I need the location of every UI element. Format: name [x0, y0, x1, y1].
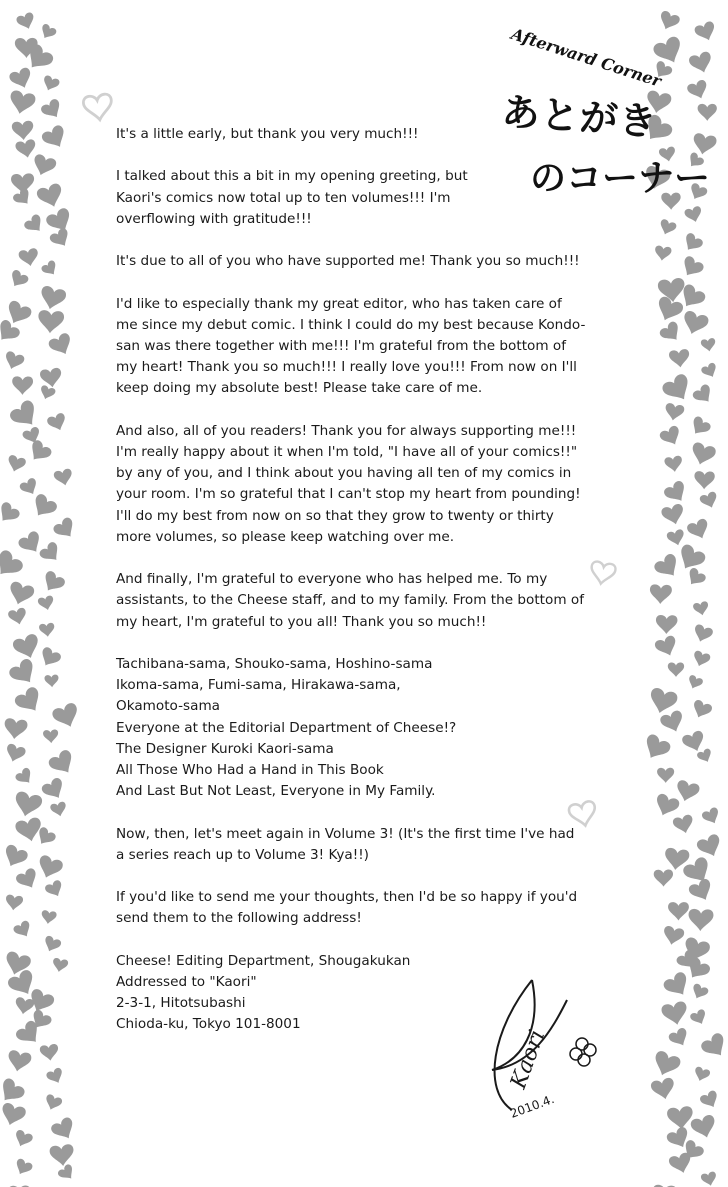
- heart-icon: [44, 674, 59, 687]
- heart-icon: [0, 500, 21, 526]
- heart-icon: [51, 702, 83, 732]
- heart-icon: [5, 454, 26, 474]
- address-line: Cheese! Editing Department, Shougakukan: [116, 952, 411, 969]
- heart-icon: [43, 729, 59, 743]
- heart-icon: [688, 415, 713, 439]
- heart-icon: [691, 623, 714, 644]
- address-line: Addressed to "Kaori": [116, 973, 257, 990]
- heart-icon: [656, 615, 678, 634]
- heart-icon: [35, 182, 65, 211]
- heart-icon: [13, 1158, 34, 1178]
- heart-icon: [14, 767, 36, 788]
- heart-icon: [42, 935, 63, 955]
- heart-icon: [680, 310, 710, 338]
- heart-icon: [51, 957, 68, 973]
- heart-icon: [25, 438, 53, 466]
- heart-icon: [38, 540, 64, 566]
- thanks-line: Tachibana-sama, Shouko-sama, Hoshino-sama: [116, 655, 433, 672]
- heart-icon: [30, 153, 57, 179]
- letter-paragraph: It's a little early, but thank you very much!!!: [116, 126, 419, 142]
- heart-icon: [701, 806, 723, 827]
- heart-icon: [0, 1102, 27, 1129]
- thanks-line: Everyone at the Editorial Department of Cheese!?: [116, 719, 457, 736]
- heart-icon: [659, 709, 687, 735]
- heart-icon: [4, 743, 27, 765]
- heart-icon: [658, 320, 684, 346]
- heart-icon: [46, 412, 69, 434]
- heart-icon: [657, 768, 674, 783]
- heart-icon: [690, 699, 714, 721]
- heart-icon: [657, 218, 677, 237]
- title-japanese-line1: あとがき: [500, 89, 660, 145]
- heart-icon: [699, 1031, 728, 1062]
- heart-icon: [669, 349, 691, 369]
- heart-icon: [678, 255, 705, 281]
- closing-paragraph: Now, then, let's meet again in Volume 3! (It's the first time I've had a series reach up to Volume 3! Kya!!): [116, 825, 575, 863]
- heart-icon: [0, 548, 25, 582]
- heart-icon: [12, 1129, 34, 1150]
- heart-icon: [654, 634, 680, 659]
- heart-icon: [698, 104, 717, 121]
- heart-icon: [689, 983, 709, 1002]
- heart-icon: [660, 372, 695, 406]
- heart-icon: [52, 516, 79, 543]
- heart-icon: [28, 492, 58, 522]
- heart-icon: [654, 245, 672, 262]
- heart-icon: [47, 748, 79, 779]
- heart-icon: [12, 187, 35, 209]
- heart-icon: [691, 383, 716, 407]
- heart-icon: [667, 1027, 691, 1050]
- heart-icon: [53, 468, 74, 488]
- address-line: Chioda-ku, Tokyo 101-8001: [116, 1016, 301, 1033]
- heart-icon: [0, 843, 29, 871]
- heart-icon: [13, 685, 46, 717]
- heart-icon: [45, 1067, 65, 1087]
- heart-icon: [680, 232, 704, 255]
- heart-icon: [660, 1000, 689, 1027]
- heart-icon: [39, 367, 63, 389]
- heart-icon: [41, 74, 61, 93]
- heart-icon: [650, 1077, 677, 1102]
- heart-icon: [652, 792, 681, 819]
- letter-paragraph: I talked about this a bit in my opening greeting, but Kaori's comics now total up to ten volumes!!! I'm overflowing with gratitude!!!: [116, 168, 468, 227]
- heart-icon: [15, 11, 37, 31]
- heart-icon: [2, 350, 25, 372]
- heart-icon: [40, 124, 70, 153]
- heart-icon: [650, 1050, 682, 1080]
- heart-icon: [40, 97, 66, 122]
- letter-paragraph: I'd like to especially thank my great editor, who has taken care of me since my debut comic. I think I could do my best because Kondo-san was there together with me!!! I'm grateful from the bottom of my heart! Thank you so much!!! I really love you!!! From now on I'll keep doing my absolute best! Please take care of me.: [116, 295, 586, 397]
- heart-icon: [44, 879, 66, 900]
- heart-icon: [6, 580, 35, 607]
- heart-icon: [6, 1049, 32, 1073]
- letter-paragraph: And finally, I'm grateful to everyone who has helped me. To my assistants, to the Cheese staff, and to my family. From the bottom of my heart, I'm grateful to you all! Thank you so much!!: [116, 571, 584, 630]
- heart-icon: [691, 650, 711, 669]
- title-english: Afterward Corner: [508, 24, 664, 91]
- heart-icon: [589, 561, 616, 586]
- heart-icon: [640, 733, 673, 764]
- heart-icon: [40, 259, 60, 278]
- heart-icon: [652, 552, 683, 582]
- heart-icon: [12, 919, 34, 940]
- afterword-letter: [116, 124, 586, 1057]
- heart-icon: [11, 633, 42, 663]
- heart-icon: [649, 584, 672, 604]
- thanks-line: All Those Who Had a Hand in This Book: [116, 762, 384, 778]
- heart-icon: [694, 471, 715, 490]
- heart-icon: [700, 1171, 718, 1187]
- heart-icon: [696, 748, 714, 765]
- heart-icon: [38, 23, 58, 42]
- heart-icon: [653, 295, 685, 325]
- heart-icon: [37, 646, 62, 671]
- heart-icon: [39, 622, 56, 637]
- heart-icon: [666, 528, 686, 547]
- heart-icon: [687, 877, 716, 904]
- author-signature: [472, 970, 602, 1130]
- heart-icon: [83, 93, 114, 121]
- heart-icon: [660, 503, 686, 527]
- heart-icon: [689, 1114, 718, 1141]
- heart-icon: [12, 376, 33, 395]
- heart-icon: [654, 869, 674, 886]
- heart-icon: [700, 338, 716, 353]
- heart-icon: [37, 595, 55, 612]
- heart-icon: [8, 66, 35, 91]
- heart-icon: [47, 332, 76, 359]
- heart-icon: [688, 909, 714, 932]
- heart-icon: [664, 402, 685, 422]
- heart-icon: [662, 970, 694, 1001]
- heart-icon: [38, 384, 56, 401]
- heart-icon: [7, 269, 30, 291]
- heart-icon: [37, 310, 64, 335]
- heart-icon: [40, 776, 68, 803]
- heart-icon: [692, 1066, 711, 1084]
- heart-icon: [689, 1008, 709, 1027]
- heart-icon: [39, 569, 66, 596]
- heart-icon: [0, 318, 22, 346]
- heart-icon: [15, 139, 38, 160]
- heart-icon: [7, 607, 28, 626]
- heart-icon: [8, 398, 43, 432]
- heart-icon: [681, 730, 708, 755]
- signature-date: 2010.4.: [508, 1091, 557, 1121]
- heart-icon: [668, 662, 684, 676]
- heart-icon: [23, 213, 47, 237]
- heart-icon: [699, 1089, 722, 1111]
- heart-icon: [14, 997, 35, 1016]
- thanks-list: [116, 654, 586, 802]
- heart-icon: [668, 902, 689, 920]
- heart-icon: [38, 285, 68, 312]
- heart-icon: [15, 867, 42, 893]
- heart-icon: [661, 925, 685, 947]
- heart-icon: [12, 790, 43, 819]
- heart-icon: [18, 247, 40, 267]
- heart-icon: [695, 833, 724, 861]
- heart-icon: [686, 517, 712, 542]
- heart-icon: [686, 674, 704, 691]
- letter-paragraph: It's due to all of you who have supported me! Thank you so much!!!: [116, 253, 580, 270]
- heart-icon: [50, 801, 68, 818]
- heart-icon: [689, 441, 717, 468]
- heart-icon: [7, 657, 40, 689]
- heart-icon: [699, 491, 720, 511]
- heart-icon: [7, 89, 36, 116]
- heart-icon: [658, 424, 684, 449]
- heart-icon: [39, 1043, 59, 1061]
- heart-icon: [657, 10, 681, 33]
- heart-icon: [49, 1144, 75, 1168]
- heart-icon: [666, 1106, 694, 1131]
- thanks-line: Ikoma-sama, Fumi-sama, Hirakawa-sama,: [116, 677, 401, 694]
- heart-icon: [0, 1076, 27, 1107]
- heart-icon: [48, 227, 73, 251]
- heart-icon: [664, 455, 684, 473]
- heart-icon: [5, 894, 24, 911]
- thanks-line: And Last But Not Least, Everyone in My Family.: [116, 783, 436, 800]
- heart-icon: [11, 120, 34, 141]
- heart-icon: [40, 910, 57, 925]
- address-line: 2-3-1, Hitotsubashi: [116, 995, 246, 1012]
- heart-icon: [700, 362, 719, 381]
- heart-icon: [49, 1116, 78, 1144]
- heart-icon: [672, 814, 696, 836]
- heart-icon: [3, 718, 28, 741]
- heart-icon: [57, 1163, 78, 1183]
- signature-name: Kaori: [506, 1026, 551, 1093]
- heart-icon: [18, 477, 40, 498]
- heart-icon: [43, 1093, 63, 1112]
- title-japanese-line2: のコーナー: [530, 158, 711, 199]
- closing-paragraph: If you'd like to send me your thoughts, then I'd be so happy if you'd send them to the following address!: [116, 889, 578, 927]
- heart-icon: [662, 479, 690, 506]
- heart-icon: [35, 854, 64, 882]
- heart-icon: [692, 601, 709, 617]
- letter-paragraph: And also, all of you readers! Thank you for always supporting me!!! I'm really happy about it when I'm told, "I have all of your comics!!" by any of you, and I think about you having all ten of my comics in your room. I'm so grateful that I can't stop my heart from pounding! I'll do my best from now on so that they grow to twenty or thirty more volumes, so please keep watching over me.: [116, 422, 581, 545]
- thanks-line: Okamoto-sama: [116, 698, 221, 715]
- heart-icon: [684, 566, 707, 589]
- thanks-line: The Designer Kuroki Kaori-sama: [116, 740, 334, 757]
